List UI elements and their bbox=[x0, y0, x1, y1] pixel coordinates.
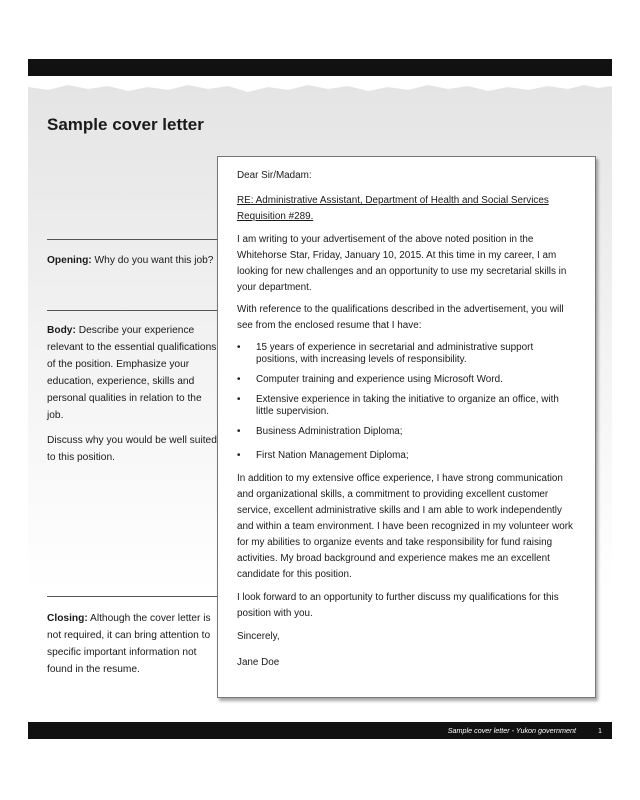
letter-signature: Jane Doe bbox=[237, 657, 280, 668]
letter-closing: Sincerely, bbox=[237, 631, 280, 642]
page-number: 1 bbox=[598, 726, 602, 735]
divider-rule bbox=[47, 310, 217, 311]
footer-text: Sample cover letter - Yukon government bbox=[447, 726, 576, 735]
torn-paper-edge bbox=[28, 76, 612, 102]
letter-paragraph-3: In addition to my extensive office experience, I have strong communication and organizational skills, a commitment to providing excellent customer service, excellent administrative skills and I am able to work independently and within a team environment. I have been recognized in my volunteer work for my abilities to organize events and take responsibility for fund raising activities. My broad background and experience makes me an excellent candidate for this position. bbox=[237, 473, 573, 580]
opening-label: Opening: bbox=[47, 255, 92, 266]
top-header-bar bbox=[28, 59, 612, 76]
opening-note bbox=[47, 252, 219, 269]
body-note bbox=[47, 322, 219, 466]
letter-re-line: RE: Administrative Assistant, Department of Health and Social Services Requisition #289. bbox=[237, 195, 549, 222]
body-label: Body: bbox=[47, 325, 76, 336]
body-text: Describe your experience relevant to the essential qualifications of the position. Emphasize your education, experience, skills and personal qualities in relation to the job. bbox=[47, 325, 217, 421]
list-item: • Computer training and experience using Microsoft Word. bbox=[256, 374, 569, 386]
divider-rule bbox=[47, 239, 217, 240]
closing-note bbox=[47, 610, 219, 678]
body-text-2: Discuss why you would be well suited to this position. bbox=[47, 435, 217, 463]
letter-paragraph-2: With reference to the qualifications described in the advertisement, you will see from the enclosed resume that I have: bbox=[237, 304, 564, 331]
opening-text: Why do you want this job? bbox=[91, 255, 214, 266]
closing-label: Closing: bbox=[47, 613, 88, 624]
divider-rule bbox=[47, 596, 217, 597]
footer-bar bbox=[28, 722, 612, 739]
list-item: • Business Administration Diploma; bbox=[256, 426, 569, 438]
letter-salutation: Dear Sir/Madam: bbox=[237, 170, 312, 181]
list-item: • 15 years of experience in secretarial and administrative support positions, with increasing levels of responsibility. bbox=[256, 342, 569, 366]
closing-text: Although the cover letter is not required, it can bring attention to specific important information not found in the resume. bbox=[47, 613, 211, 675]
letter-paragraph-4: I look forward to an opportunity to further discuss my qualifications for this position with you. bbox=[237, 592, 559, 619]
letter-paragraph-1: I am writing to your advertisement of the above noted position in the Whitehorse Star, Friday, January 10, 2015. At this time in my career, I am looking for new challenges and an opportunity to use my secretarial skills in your department. bbox=[237, 234, 567, 293]
list-item: • First Nation Management Diploma; bbox=[256, 450, 569, 462]
page-title: Sample cover letter bbox=[47, 115, 204, 134]
list-item: • Extensive experience in taking the initiative to organize an office, with little supervision. bbox=[256, 394, 569, 418]
